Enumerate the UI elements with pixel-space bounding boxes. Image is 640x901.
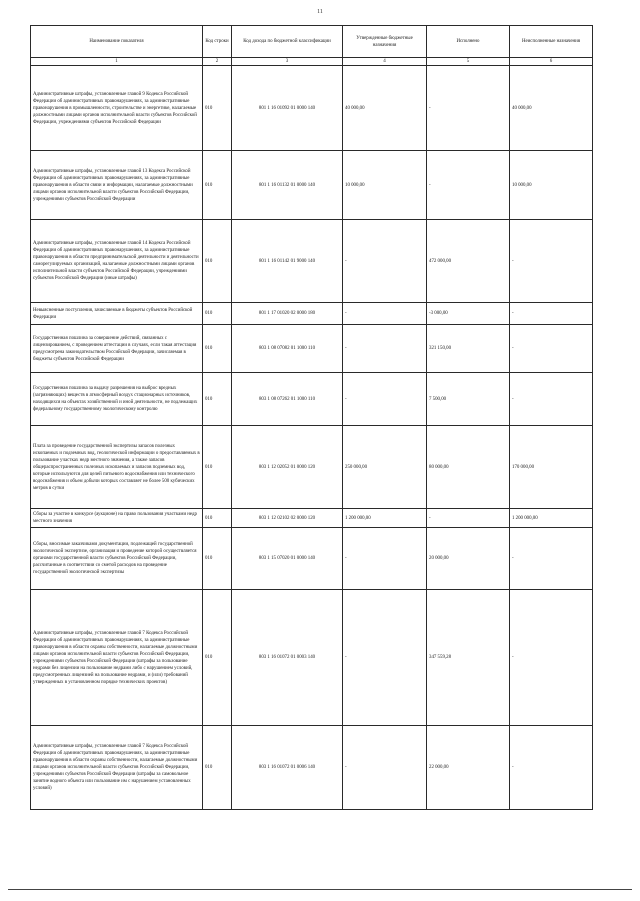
page-bottom-divider xyxy=(8,889,632,890)
executed-value: 472 000,00 xyxy=(427,220,510,303)
executed-value: 20 000,00 xyxy=(427,528,510,590)
indicator-name: Невыясненные поступления, зачисляемые в бюджеты субъектов Российской Федерации xyxy=(31,303,203,325)
table-row xyxy=(31,509,593,528)
executed-value: 22 000,00 xyxy=(427,726,510,810)
executed-value: 347 559,28 xyxy=(427,590,510,726)
line-code: 010 xyxy=(203,66,232,151)
unexecuted-value: - xyxy=(510,373,593,426)
indicator-name: Административные штрафы, установленные главой 7 Кодекса Российской Федерации об административных правонарушениях, за административные правонарушения в области охраны собственности, налагаемые должностными лицами органов исполнительной власти субъектов Российской Федерации, учреждениями субъектов Российской Федерации (штрафы за пользование недрами без лицензии на пользование недрами либо с нарушением условий, предусмотренных лицензией на пользование недрами, и (или) требований утвержденных в установленном порядке технических проектов) xyxy=(31,590,203,726)
table-row xyxy=(31,220,593,303)
executed-value: 80 000,00 xyxy=(427,426,510,509)
unexecuted-value: - xyxy=(510,325,593,373)
indicator-name: Административные штрафы, установленные главой 14 Кодекса Российской Федерации об административных правонарушениях, за административные правонарушения в области предпринимательской деятельности и деятельности саморегулируемых организаций, налагаемые должностными лицами органов исполнительной власти субъектов Российской Федерации, учреждениями субъектов Российской Федерации (иные штрафы) xyxy=(31,220,203,303)
income-code: 803 1 16 01072 01 0003 140 xyxy=(232,590,343,726)
table-row xyxy=(31,528,593,590)
page-number: 11 xyxy=(317,9,323,15)
header-line-code: Код строки xyxy=(203,26,232,58)
line-code: 010 xyxy=(203,373,232,426)
line-code: 010 xyxy=(203,426,232,509)
line-code: 010 xyxy=(203,303,232,325)
income-code: 803 1 12 02052 01 0000 120 xyxy=(232,426,343,509)
executed-value: -3 000,00 xyxy=(427,303,510,325)
unexecuted-value: - xyxy=(510,726,593,810)
table-row xyxy=(31,303,593,325)
header-row xyxy=(31,26,593,58)
table-row xyxy=(31,151,593,220)
column-number: 1 xyxy=(31,58,203,66)
income-code: 803 1 08 07082 01 1000 110 xyxy=(232,325,343,373)
line-code: 010 xyxy=(203,220,232,303)
header-income-code: Код дохода по бюджетной классификации xyxy=(232,26,343,58)
unexecuted-value: - xyxy=(510,220,593,303)
line-code: 010 xyxy=(203,325,232,373)
income-code: 801 1 16 01092 01 0000 140 xyxy=(232,66,343,151)
approved-value: - xyxy=(343,726,427,810)
executed-value: - xyxy=(427,509,510,528)
indicator-name: Государственная пошлина за выдачу разрешения на выброс вредных (загрязняющих) веществ в атмосферный воздух стационарных источников, находящихся на объектах хозяйственной и иной деятельности, не подлежащих федеральному государственному экологическому контролю xyxy=(31,373,203,426)
indicator-name: Административные штрафы, установленные главой 7 Кодекса Российской Федерации об административных правонарушениях, за административные правонарушения в области охраны собственности, налагаемые должностными лицами органов исполнительной власти субъектов Российской Федерации, учреждениями субъектов Российской Федерации (штрафы за самовольное занятие водного объекта или пользование им с нарушением установленных условий) xyxy=(31,726,203,810)
line-code: 010 xyxy=(203,528,232,590)
table-row xyxy=(31,66,593,151)
income-code: 803 1 08 07262 01 1000 110 xyxy=(232,373,343,426)
header-indicator-name: Наименование показателя xyxy=(31,26,203,58)
approved-value: 40 000,00 xyxy=(343,66,427,151)
approved-value: 10 000,00 xyxy=(343,151,427,220)
executed-value: 321 150,00 xyxy=(427,325,510,373)
line-code: 010 xyxy=(203,509,232,528)
indicator-name: Сборы, вносимые заказчиками документации, подлежащей государственной экологической экспертизе, организация и проведение которой осуществляется органами государственной власти субъектов Российской Федерации, рассчитанные в соответствии со сметой расходов на проведение государственной экологической экспертизы xyxy=(31,528,203,590)
executed-value: - xyxy=(427,151,510,220)
column-number: 2 xyxy=(203,58,232,66)
approved-value: 250 000,00 xyxy=(343,426,427,509)
income-code: 803 1 16 01072 01 0006 140 xyxy=(232,726,343,810)
income-code: 801 1 16 01142 01 9000 140 xyxy=(232,220,343,303)
column-number: 4 xyxy=(343,58,427,66)
table-row xyxy=(31,590,593,726)
executed-value: 7 500,00 xyxy=(427,373,510,426)
header-executed: Исполнено xyxy=(427,26,510,58)
approved-value: 1 200 000,00 xyxy=(343,509,427,528)
approved-value: - xyxy=(343,373,427,426)
table-row xyxy=(31,426,593,509)
indicator-name: Административные штрафы, установленные главой 9 Кодекса Российской Федерации об административных правонарушениях, за административные правонарушения в промышленности, строительстве и энергетике, налагаемые должностными лицами органов исполнительной власти субъектов Российской Федерации, учреждениями субъектов Российской Федерации xyxy=(31,66,203,151)
indicator-name: Административные штрафы, установленные главой 13 Кодекса Российской Федерации об административных правонарушениях, за административные правонарушения в области связи и информации, налагаемые должностными лицами органов исполнительной власти субъектов Российской Федерации, учреждениями субъектов Российской Федерации xyxy=(31,151,203,220)
approved-value: - xyxy=(343,528,427,590)
revenue-report-table xyxy=(30,25,593,810)
indicator-name: Плата за проведение государственной экспертизы запасов полезных ископаемых и подземных вод, геологической информации о предоставляемых в пользование участках недр местного значения, а также запасов общераспространенных полезных ископаемых и запасов подземных вод, которые используются для целей питьевого водоснабжения или технического водоснабжения и объем добычи которых составляет не более 500 кубических метров в сутки xyxy=(31,426,203,509)
indicator-name: Государственная пошлина за совершение действий, связанных с лицензированием, с проведением аттестации в случаях, если такая аттестация предусмотрена законодательством Российской Федерации, зачисляемая в бюджеты субъектов Российской Федерации xyxy=(31,325,203,373)
column-number: 6 xyxy=(510,58,593,66)
income-code: 803 1 12 02102 02 0000 120 xyxy=(232,509,343,528)
approved-value: - xyxy=(343,303,427,325)
approved-value: - xyxy=(343,590,427,726)
income-code: 803 1 15 07020 01 0000 140 xyxy=(232,528,343,590)
unexecuted-value: 40 000,00 xyxy=(510,66,593,151)
column-number: 5 xyxy=(427,58,510,66)
line-code: 010 xyxy=(203,590,232,726)
table-row xyxy=(31,726,593,810)
header-unexecuted: Неисполненные назначения xyxy=(510,26,593,58)
line-code: 010 xyxy=(203,151,232,220)
approved-value: - xyxy=(343,325,427,373)
column-number-row xyxy=(31,58,593,66)
income-code: 801 1 17 01020 02 0000 180 xyxy=(232,303,343,325)
unexecuted-value: 170 000,00 xyxy=(510,426,593,509)
column-number: 3 xyxy=(232,58,343,66)
indicator-name: Сборы за участие в конкурсе (аукционе) на право пользования участками недр местного значения xyxy=(31,509,203,528)
line-code: 010 xyxy=(203,726,232,810)
income-code: 801 1 16 01132 01 0000 140 xyxy=(232,151,343,220)
unexecuted-value: 1 200 000,00 xyxy=(510,509,593,528)
unexecuted-value: - xyxy=(510,528,593,590)
unexecuted-value: - xyxy=(510,303,593,325)
unexecuted-value: - xyxy=(510,590,593,726)
executed-value: - xyxy=(427,66,510,151)
table-row xyxy=(31,373,593,426)
table-row xyxy=(31,325,593,373)
unexecuted-value: 10 000,00 xyxy=(510,151,593,220)
header-approved: Утвержденные бюджетные назначения xyxy=(343,26,427,58)
approved-value: - xyxy=(343,220,427,303)
